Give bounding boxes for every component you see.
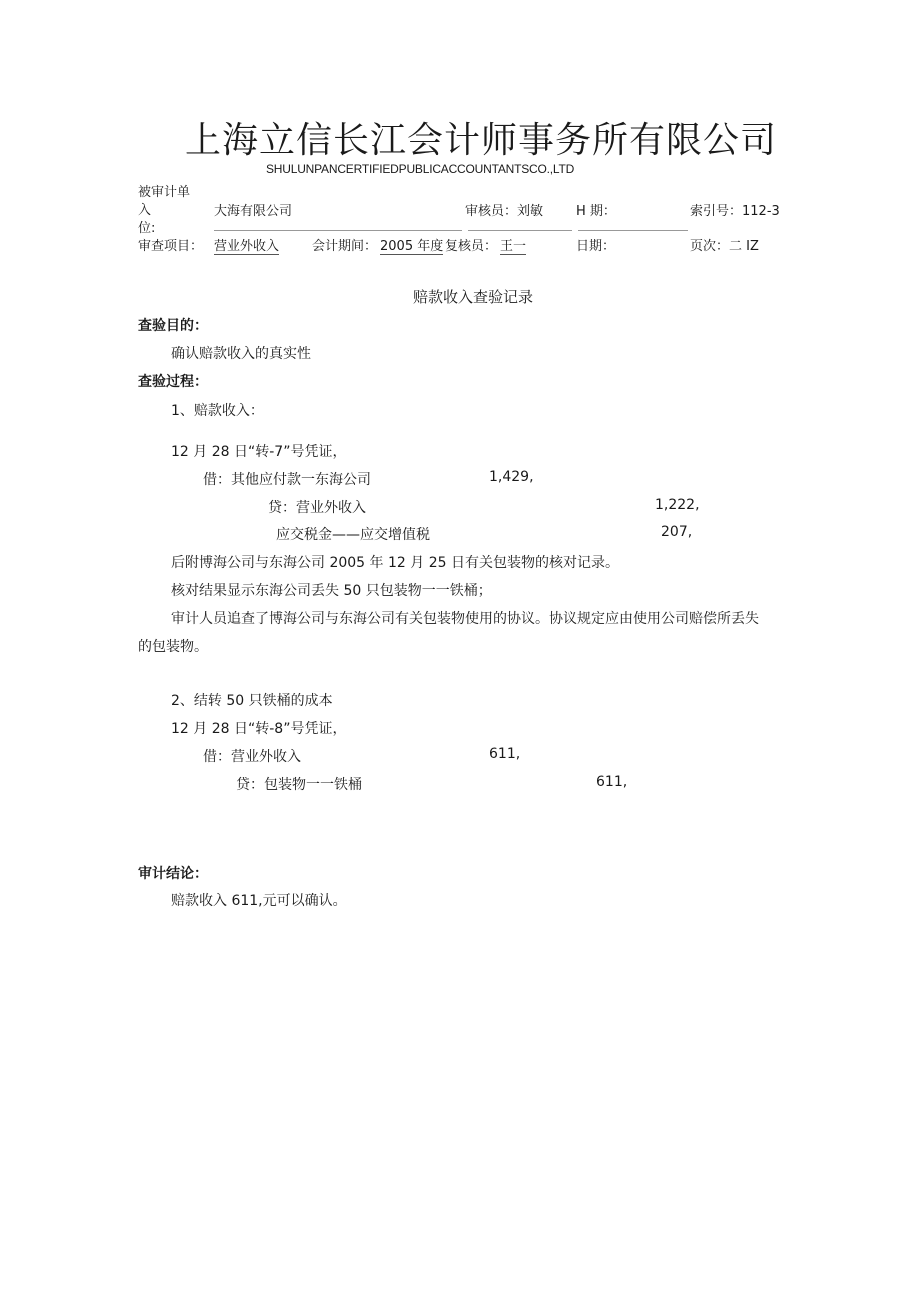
conclusion-heading: 审计结论： (138, 866, 208, 882)
section-2-title: 2、结转 50 只铁桶的成本 (171, 693, 333, 709)
client-label-line3: 位: (138, 221, 156, 236)
process-heading: 查验过程： (138, 374, 208, 390)
section-1-note-1: 后附博海公司与东海公司 2005 年 12 月 25 日有关包装物的核对记录。 (171, 555, 619, 571)
audit-item-label: 审查项目： (138, 239, 204, 254)
section-1-debit-amount: 1,429, (489, 469, 534, 485)
client-label-line1: 被审计单 (138, 185, 191, 200)
index-number: 索引号：112-3 (690, 204, 780, 219)
reviewer-label: 审核员：刘敏 (465, 204, 544, 219)
reviewer-underline (468, 230, 572, 231)
purpose-heading: 查验目的： (138, 318, 208, 334)
section-2-credit-amount: 611, (596, 774, 628, 790)
section-1-title: 1、赔款收入： (171, 403, 264, 419)
section-1-voucher: 12 月 28 日“转-7”号凭证， (171, 444, 347, 460)
firm-name-en: SHULUNPANCERTIFIEDPUBLICACCOUNTANTSCO.,LTD (266, 162, 575, 176)
date-underline (578, 230, 688, 231)
rechecker-label: 复核员： (445, 239, 498, 254)
rechecker-value: 王一 (500, 235, 526, 255)
document-title: 赔款收入查验记录 (413, 288, 534, 306)
firm-name-cn: 上海立信长江会计师事务所有限公司 (185, 120, 778, 161)
client-underline (214, 230, 462, 231)
date-label-2: 日期： (576, 239, 616, 254)
conclusion-text: 赔款收入 611,元可以确认。 (171, 893, 347, 909)
section-2-voucher: 12 月 28 日“转-8”号凭证， (171, 721, 347, 737)
period-label: 会计期间： (312, 239, 378, 254)
section-1-tax-label: 应交税金——应交增值税 (276, 527, 430, 543)
section-1-tax-amount: 207, (661, 524, 693, 540)
date-label-1: H 期： (576, 204, 616, 219)
section-1-debit-label: 借：其他应付款一东海公司 (203, 472, 371, 488)
audit-item-value: 营业外收入 (214, 235, 279, 255)
section-1-note-2: 核对结果显示东海公司丢失 50 只包装物一一铁桶； (171, 583, 492, 599)
section-1-credit-amount: 1,222, (655, 497, 700, 513)
section-1-note-3-line-2: 的包装物。 (138, 639, 208, 655)
section-1-note-3-line-1: 审计人员追查了博海公司与东海公司有关包装物使用的协议。协议规定应由使用公司赔偿所丢失 (171, 611, 759, 627)
client-value: 大海有限公司 (214, 204, 293, 219)
page-number: 页次：二 IZ (690, 239, 759, 254)
section-2-credit-label: 贷：包装物一一铁桶 (236, 777, 362, 793)
section-2-debit-amount: 611, (489, 746, 521, 762)
period-value: 2005 年度 (380, 235, 443, 255)
client-label-line2: 入 (138, 203, 152, 218)
section-1-credit-label: 贷：营业外收入 (268, 500, 366, 516)
section-2-debit-label: 借：营业外收入 (203, 749, 301, 765)
purpose-text: 确认赔款收入的真实性 (171, 346, 311, 362)
